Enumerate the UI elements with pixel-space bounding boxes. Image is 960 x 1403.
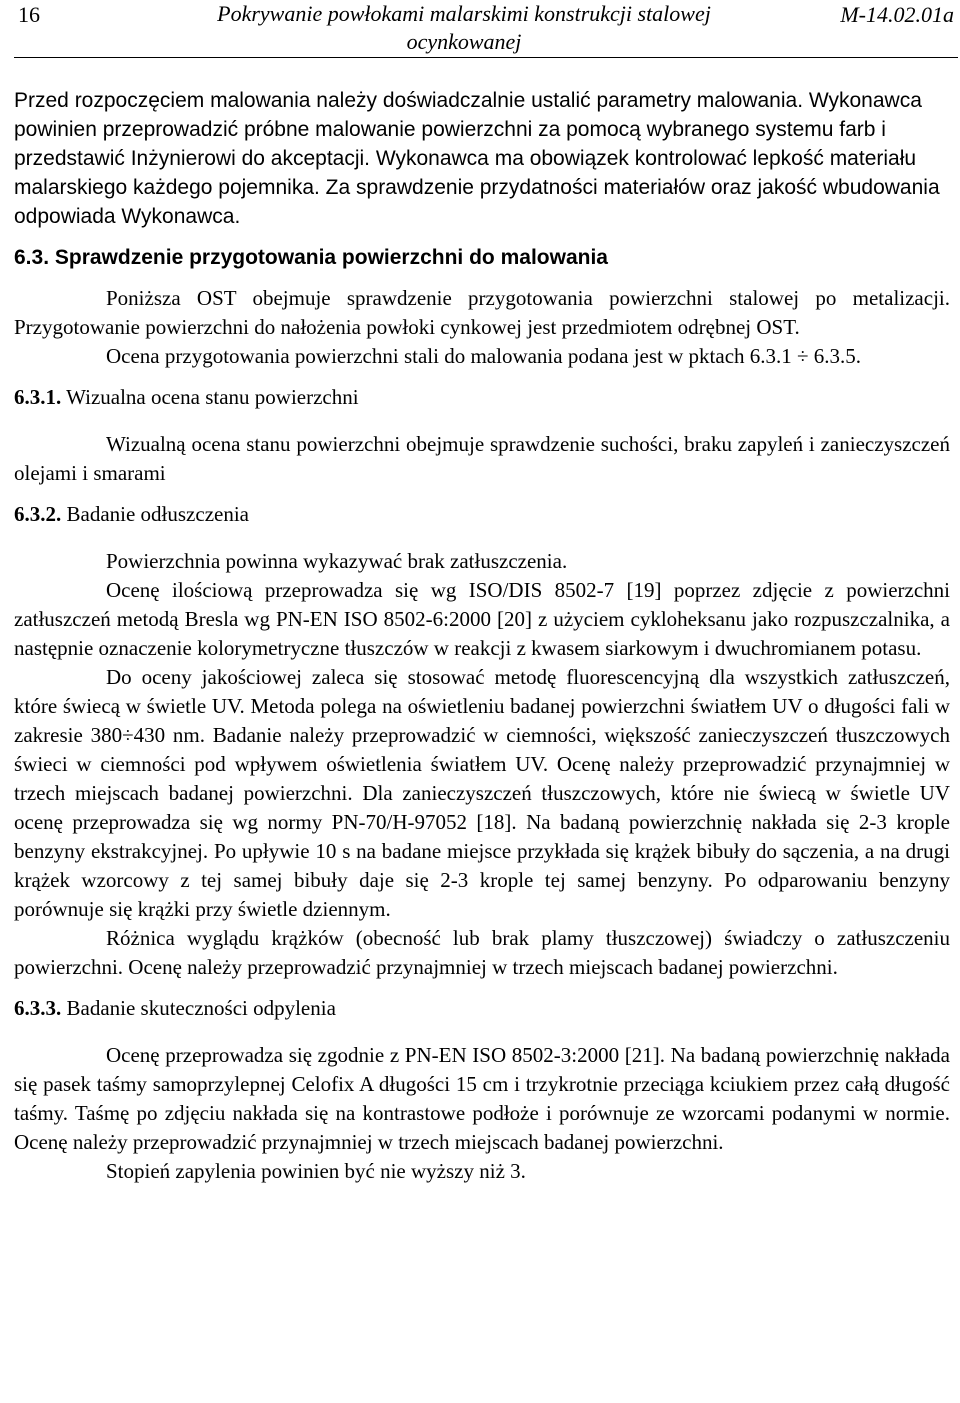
section-title: Badanie odłuszczenia xyxy=(66,502,249,526)
section-title: Badanie skuteczności odpylenia xyxy=(66,996,336,1020)
section-title: Sprawdzenie przygotowania powierzchni do malowania xyxy=(54,246,608,269)
page-number: 16 xyxy=(18,2,40,27)
section-6-3-paragraph-1: Poniższa OST obejmuje sprawdzenie przygotowania powierzchni stalowej po metalizacji. Przygotowanie powierzchni do nałożenia powłoki cynkowej jest przedmiotem odrębnej OST. xyxy=(14,286,950,339)
section-6-3-3-paragraph-2: Stopień zapylenia powinien być nie wyższy niż 3. xyxy=(106,1159,526,1183)
document-code: M-14.02.01a xyxy=(840,2,954,27)
section-6-3-2-paragraph-3: Do oceny jakościowej zaleca się stosować metodę fluorescencyjną dla wszystkich zatłuszczeń, które świecą w świetle UV. Metoda polega na oświetleniu badanej powierzchni światłem UV o długości fali w zakresie 380÷430 nm. Badanie należy przeprowadzić w ciemności, większość zanieczyszczeń tłuszczowych świeci w ciemności pod wpływem oświetlenia światłem UV. Ocenę należy przeprowadzić przynajmniej w trzech miejscach badanej powierzchni. Dla zanieczyszczeń tłuszczowych, które nie świecą w świetle UV ocenę przeprowadza się wg normy PN-70/H-97052 [18]. Na badaną powierzchnię nakłada się 2-3 krople benzyny ekstrakcyjnej. Po upływie 10 s na badane miejsce przykłada się krążek bibuły do sączenia, a na drugi krążek wzorcowy z tej samej bibuły daje się 2-3 krople tej samej benzyny. Po odparowaniu benzyny porównuje się krążki przy świetle dziennym. xyxy=(14,665,950,921)
section-number: 6.3.2. xyxy=(14,502,62,526)
section-number: 6.3. xyxy=(14,246,50,269)
section-number: 6.3.1. xyxy=(14,385,62,409)
section-title: Wizualna ocena stanu powierzchni xyxy=(66,385,359,409)
section-6-3-heading xyxy=(14,243,950,272)
document-title: Pokrywanie powłokami malarskimi konstrukcji stalowej ocynkowanej xyxy=(217,1,711,54)
section-6-3-3-paragraph-1: Ocenę przeprowadza się zgodnie z PN-EN ISO 8502-3:2000 [21]. Na badaną powierzchnię nakłada się pasek taśmy samoprzylepnej Celofix A długości 15 cm i trzykrotnie przeciąga kciukiem przez całą długość taśmy. Taśmę po zdjęciu nakłada się na kontrastowe podłoże i porównuje ze wzorcami podanymi w normie. Ocenę należy przeprowadzić przynajmniej w trzech miejscach badanej powierzchni. xyxy=(14,1043,950,1154)
document-body xyxy=(14,86,950,1186)
section-6-3-1-paragraph-1: Wizualną ocena stanu powierzchni obejmuje sprawdzenie suchości, braku zapyleń i zanieczyszczeń olejami i smarami xyxy=(14,432,950,485)
section-6-3-1-heading xyxy=(14,383,950,412)
section-6-3-paragraph-2: Ocena przygotowania powierzchni stali do malowania podana jest w pktach 6.3.1 ÷ 6.3.5. xyxy=(106,344,862,368)
page-header xyxy=(14,0,958,58)
section-6-3-2-paragraph-4: Różnica wyglądu krążków (obecność lub brak plamy tłuszczowej) świadczy o zatłuszczeniu powierzchni. Ocenę należy przeprowadzić przynajmniej w trzech miejscach badanej powierzchni. xyxy=(14,926,950,979)
section-6-3-2-heading xyxy=(14,500,950,529)
intro-paragraph-2: Wykonawca ma obowiązek kontrolować lepkość materiału malarskiego każdego pojemnika. Za sprawdzenie przydatności materiałów oraz jakość wbudowania odpowiada Wykonawca. xyxy=(14,147,940,228)
section-6-3-3-heading xyxy=(14,994,950,1023)
section-number: 6.3.3. xyxy=(14,996,62,1020)
intro-block xyxy=(14,86,950,231)
intro-paragraph-1: Przed rozpoczęciem malowania należy doświadczalnie ustalić parametry malowania. Wykonawca powinien przeprowadzić próbne malowanie powierzchni za pomocą wybranego systemu farb i przedstawić Inżynierowi do akceptacji. xyxy=(14,89,922,170)
section-6-3-2-paragraph-1: Powierzchnia powinna wykazywać brak zatłuszczenia. xyxy=(106,549,568,573)
section-6-3-2-paragraph-2: Ocenę ilościową przeprowadza się wg ISO/DIS 8502-7 [19] poprzez zdjęcie z powierzchni zatłuszczeń metodą Bresla wg PN-EN ISO 8502-6:2000 [20] z użyciem cykloheksanu jako rozpuszczalnika, a następnie oznaczenie kolorymetryczne tłuszczów w reakcji z kwasem siarkowym i dwuchromianem potasu. xyxy=(14,578,950,660)
